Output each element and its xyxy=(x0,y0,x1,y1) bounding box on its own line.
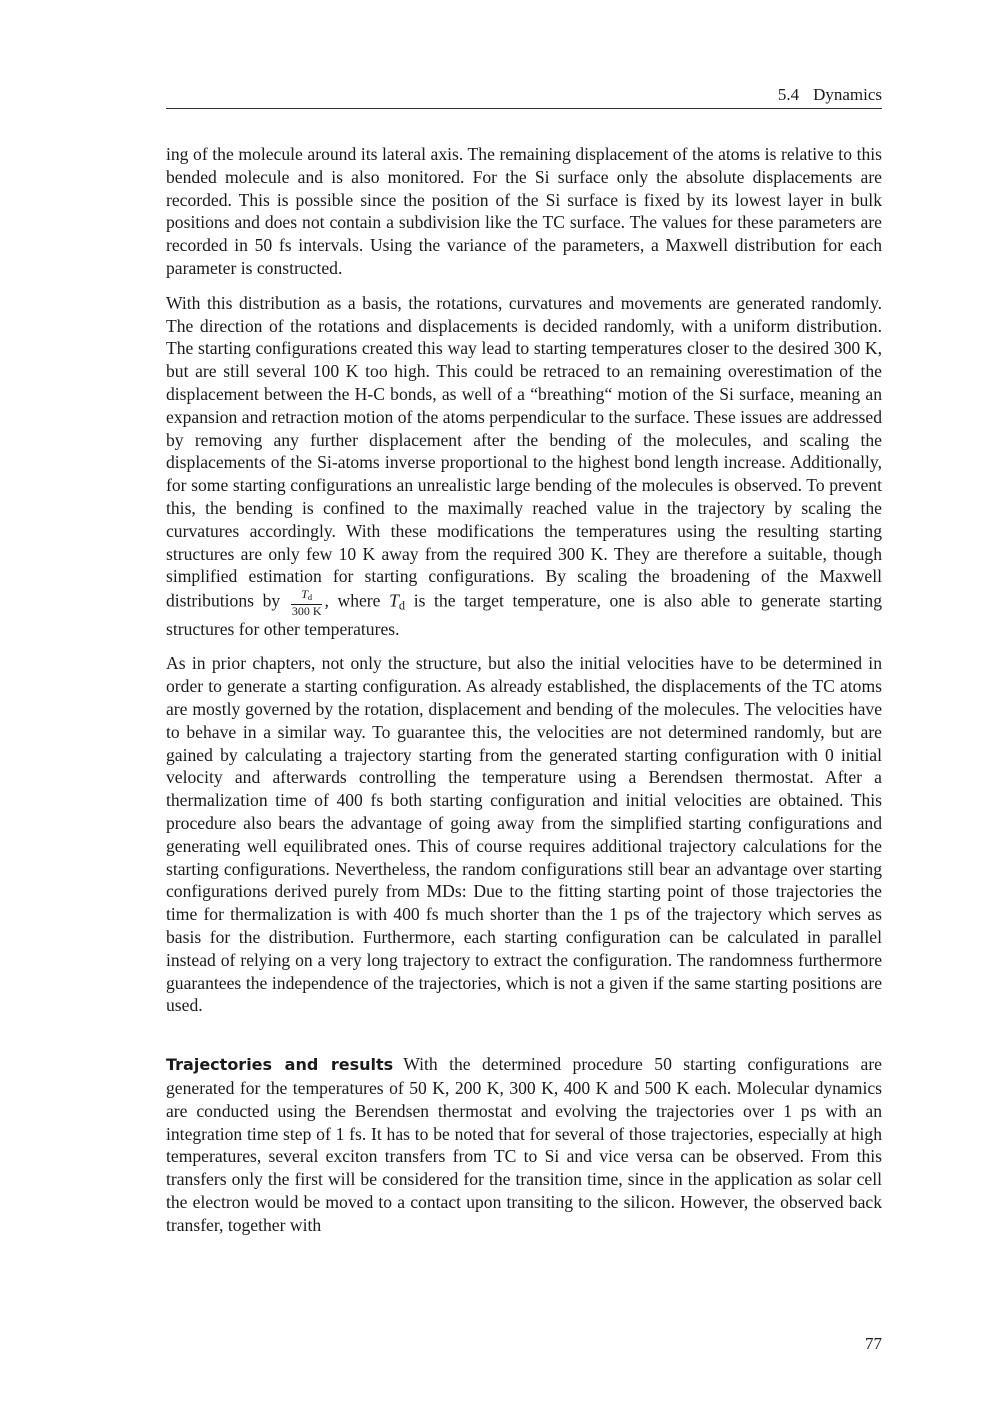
paragraph-4-text: With the determined procedure 50 starting configurations are generated for the temperatures of 50 K, 200 K, 300 K, 400 K and 500 K each. Molecular dynamics are conducted using the Berendsen thermostat and evolving the trajectories over 1 ps with an integration time step of 1 fs. It has to be noted that for several of those trajectories, especially at high temperatures, several exciton transfers from TC to Si and vice versa can be observed. From this transfers only the first will be considered for the transition time, since in the application as solar cell the electron would be moved to a contact upon transiting to the silicon. However, the observed back transfer, together with xyxy=(166,1054,882,1235)
paragraph-2-text: With this distribution as a basis, the rotations, curvatures and movements are generated randomly. The direction of the rotations and displacements is decided randomly, with a uniform distribution. The starting configurations created this way lead to starting temperatures closer to the desired 300 K, but are still several 100 K too high. This could be retraced to an remaining overestimation of the displacement between the H-C bonds, as well of a “breathing“ motion of the Si surface, meaning an expansion and retraction motion of the atoms perpendicular to the surface. These issues are addressed by removing any further displacement after the bending of the molecules, and scaling the displacements of the Si-atoms inverse proportional to the highest bond length increase. Additionally, for some starting configurations an unrealistic large bending of the molecules is observed. To prevent this, the bending is confined to the maximally reached value in the trajectory by scaling the curvatures accordingly. With these modifications the temperatures using the resulting starting structures are only few 10 K away from the required 300 K. They are therefore a suitable, though simplified estimation for starting configurations. By scaling the broadening of the Maxwell distributions by xyxy=(166,292,882,611)
running-header xyxy=(166,84,882,109)
paragraph-2 xyxy=(166,292,882,641)
paragraph-2-end: is the target temperature, one is also able to generate starting structures for other temperatures. xyxy=(166,590,883,639)
section-number: 5.4 xyxy=(777,85,800,104)
page-number: 77 xyxy=(865,1334,882,1353)
paragraph-heading: Trajectories and results xyxy=(166,1055,394,1075)
body-text xyxy=(166,143,882,1249)
fraction-numerator xyxy=(291,588,323,605)
paragraph-4 xyxy=(166,1053,882,1236)
fraction-denominator: 300 K xyxy=(291,604,322,619)
paragraph-1: ing of the molecule around its lateral axis. The remaining displacement of the atoms is relative to this bended molecule and is also monitored. For the Si surface only the absolute displacements are recorded. This is possible since the position of the Si surface is fixed by its lowest layer in bulk positions and does not contain a subdivision like the TC surface. The values for these parameters are recorded in 50 fs intervals. Using the variance of the parameters, a Maxwell distribution for each parameter is constructed. xyxy=(166,144,882,278)
section-title: Dynamics xyxy=(813,85,882,104)
fraction-numerator-symbol: T xyxy=(301,587,308,602)
paragraph-3: As in prior chapters, not only the structure, but also the initial velocities have to be determined in order to generate a starting configuration. As already established, the displacements of the TC atoms are mostly governed by the rotation, displacement and bending of the molecules. The velocities have to behave in a similar way. To guarantee this, the velocities are not determined randomly, but are gained by calculating a trajectory starting from the generated starting configuration with 0 initial velocity and afterwards controlling the temperature using a Berendsen thermostat. After a thermalization time of 400 fs both starting configuration and initial velocities are obtained. This procedure also bears the advantage of going away from the simplified starting configurations and generating well equilibrated ones. This of course requires additional trajectory calculations for the starting configurations. Nevertheless, the random configurations still bear an advantage over starting configurations derived purely from MDs: Due to the fitting starting point of those trajectories the time for thermalization is with 400 fs much shorter than the 1 ps of the trajectory which serves as basis for the distribution. Furthermore, each starting configuration can be calculated in parallel instead of relying on a very long trajectory to extract the configuration. The randomness furthermore guarantees the independence of the trajectories, which is not a given if the same starting positions are used. xyxy=(166,653,882,1016)
fraction-td-over-300k xyxy=(291,588,323,617)
paragraph-2-mid: , where xyxy=(324,590,381,611)
fraction-numerator-subscript: d xyxy=(307,593,313,603)
symbol-td-subscript: d xyxy=(398,598,406,613)
symbol-td: T xyxy=(389,590,399,611)
